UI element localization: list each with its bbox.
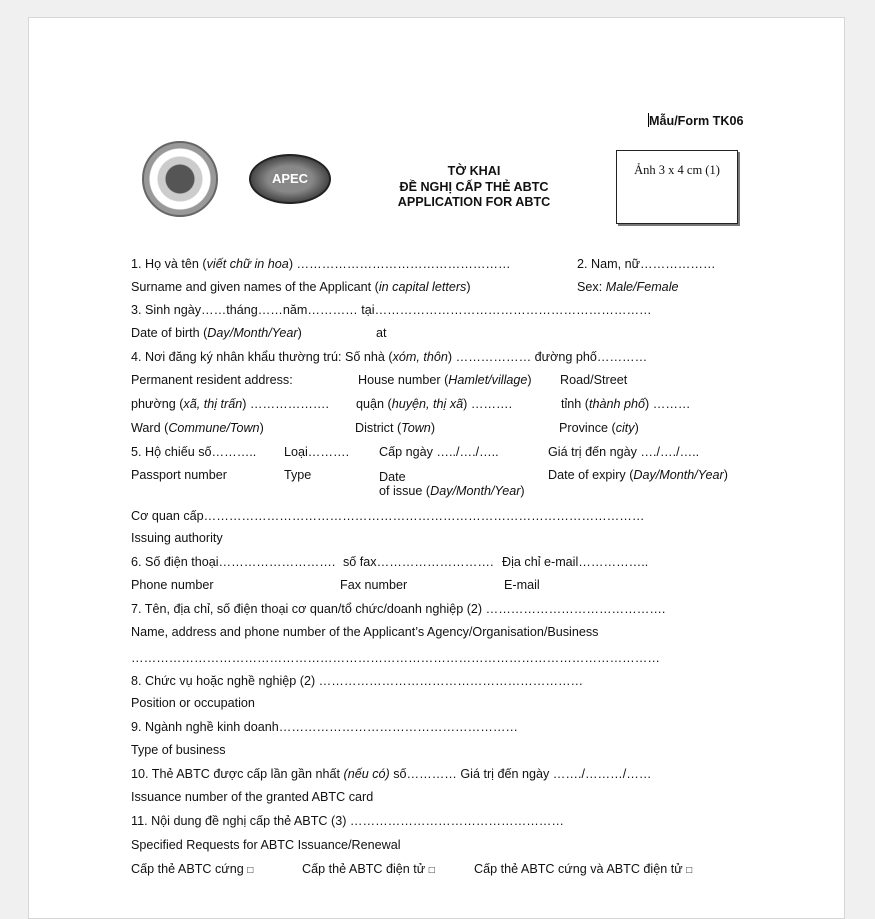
province-label-en: [559, 420, 639, 436]
text-segment: 10. Thẻ ABTC được cấp lần gần nhất: [131, 767, 344, 781]
text-segment: ): [520, 484, 525, 498]
house-number-label: [358, 372, 532, 388]
text-segment: Surname and given names of the Applicant (: [131, 280, 379, 294]
apec-logo-text: APEC: [271, 171, 309, 186]
agency-field[interactable]: 7. Tên, địa chỉ, số điện thoại cơ quan/tổ chức/doanh nghiệp (2) …………………………………….: [131, 602, 666, 616]
text-segment: viết chữ in hoa: [206, 257, 289, 271]
district-label-en: [355, 420, 435, 436]
text-segment: ): [297, 326, 302, 340]
email-label: E-mail: [504, 578, 540, 592]
photo-box: [616, 150, 738, 224]
field-2-label-en: [577, 279, 679, 295]
district-field[interactable]: [356, 396, 512, 412]
title-line-2: ĐỀ NGHỊ CẤP THẺ ABTC: [399, 179, 549, 194]
passport-number-label: Passport number: [131, 468, 227, 482]
text-segment: phường (: [131, 397, 184, 411]
text-segment: ) ……….: [463, 397, 513, 411]
text-segment: Day/Month/Year: [633, 468, 724, 482]
text-segment: Male/Female: [605, 280, 679, 294]
province-field[interactable]: [561, 396, 691, 412]
text-segment: 4. Nơi đăng ký nhân khẩu thường trú: Số nhà (: [131, 350, 393, 364]
text-segment: in capital letters: [378, 280, 467, 294]
checkbox-icon: □: [428, 865, 435, 876]
road-label: Road/Street: [560, 373, 628, 387]
field-1-label-en: [131, 279, 471, 295]
issuing-authority-field[interactable]: Cơ quan cấp……………………………………………………………………………………………: [131, 509, 645, 523]
text-segment: huyện, thị xã: [391, 397, 464, 411]
immigration-seal-logo: [142, 141, 218, 217]
text-segment: (nếu có): [343, 767, 390, 781]
text-segment: thành phố: [589, 397, 646, 411]
field-3-label-en: [131, 325, 302, 341]
issuing-authority-label: Issuing authority: [131, 531, 223, 545]
text-segment: Town: [401, 421, 431, 435]
text-segment: Day/Month/Year: [207, 326, 298, 340]
occupation-label-en: Position or occupation: [131, 696, 255, 710]
issue-date-label-2: [379, 483, 525, 499]
text-segment: Hamlet/village: [448, 373, 528, 387]
field-3-at-label: at: [376, 326, 387, 340]
text-segment: quận (: [356, 397, 392, 411]
issue-date-label-1: Date: [379, 470, 406, 484]
ward-field[interactable]: [131, 396, 329, 412]
fax-field[interactable]: số fax……………………….: [343, 555, 494, 569]
expiry-date-label: [548, 467, 728, 483]
text-segment: Commune/Town: [168, 421, 260, 435]
text-segment: ): [527, 373, 532, 387]
text-segment: ): [466, 280, 471, 294]
text-segment: Date of birth (: [131, 326, 208, 340]
ward-label-en: [131, 420, 264, 436]
checkbox-icon: □: [686, 865, 693, 876]
text-segment: xóm, thôn: [392, 350, 448, 364]
agency-dots-line[interactable]: ………………………………………………………………………………………………………………: [131, 651, 660, 665]
text-segment: Cấp thẻ ABTC điện tử: [302, 862, 426, 876]
form-title: [374, 164, 574, 211]
title-line-3: APPLICATION FOR ABTC: [397, 195, 551, 209]
field-4-address[interactable]: [131, 349, 647, 365]
form-code-text: Mẫu/Form TK06: [649, 114, 744, 128]
agency-label-en: Name, address and phone number of the Applicant’s Agency/Organisation/Business: [131, 625, 599, 639]
request-label-en: Specified Requests for ABTC Issuance/Renewal: [131, 838, 401, 852]
previous-abtc-field[interactable]: [131, 766, 651, 782]
text-segment: Ward (: [131, 421, 169, 435]
email-field[interactable]: Địa chỉ e-mail……………..: [502, 555, 649, 569]
text-segment: ) ………: [645, 397, 691, 411]
issue-date-field[interactable]: Cấp ngày …../…./…..: [379, 445, 499, 459]
text-segment: Cấp thẻ ABTC cứng và ABTC điện tử: [474, 862, 683, 876]
business-type-label-en: Type of business: [131, 743, 226, 757]
option-both-cards[interactable]: [474, 861, 692, 879]
request-field[interactable]: 11. Nội dung đề nghị cấp thẻ ABTC (3) ……………………………………………: [131, 814, 564, 828]
text-segment: 1. Họ và tên (: [131, 257, 207, 271]
passport-type-field[interactable]: Loại……….: [284, 445, 350, 459]
text-segment: Province (: [559, 421, 616, 435]
text-segment: ) ……………….: [242, 397, 329, 411]
apec-logo: [249, 154, 331, 204]
form-code: [648, 113, 743, 129]
previous-abtc-label-en: Issuance number of the granted ABTC card: [131, 790, 374, 804]
text-segment: xã, thị trấn: [183, 397, 243, 411]
text-segment: số………… Giá trị đến ngày ……./………/……: [389, 767, 652, 781]
title-line-1: TỜ KHAI: [447, 164, 501, 178]
expiry-date-field[interactable]: Giá trị đến ngày …./…./…..: [548, 445, 700, 459]
text-segment: House number (: [358, 373, 449, 387]
phone-field[interactable]: 6. Số điện thoại……………………….: [131, 555, 336, 569]
occupation-field[interactable]: 8. Chức vụ hoặc nghề nghiệp (2) ………………………………………………………: [131, 674, 584, 688]
phone-label: Phone number: [131, 578, 214, 592]
field-4-label-en: Permanent resident address:: [131, 373, 293, 387]
text-segment: ) ……………… đường phố…………: [447, 350, 648, 364]
text-segment: Date of expiry (: [548, 468, 634, 482]
business-type-field[interactable]: 9. Ngành nghề kinh doanh…………………………………………………: [131, 720, 519, 734]
passport-type-label: Type: [284, 468, 312, 482]
text-segment: tỉnh (: [561, 397, 589, 411]
text-segment: Sex:: [577, 280, 606, 294]
text-segment: ): [723, 468, 728, 482]
field-2-sex[interactable]: 2. Nam, nữ………………: [577, 257, 716, 271]
photo-box-label: Ảnh 3 x 4 cm (1): [634, 163, 720, 177]
field-3-birth[interactable]: 3. Sinh ngày……tháng……năm………… tại…………………………………………………………: [131, 303, 652, 317]
field-1-name[interactable]: [131, 256, 511, 272]
text-segment: ): [259, 421, 264, 435]
checkbox-icon: □: [247, 865, 254, 876]
text-segment: District (: [355, 421, 402, 435]
text-segment: Day/Month/Year: [430, 484, 521, 498]
fax-label: Fax number: [340, 578, 408, 592]
text-segment: ) ……………………………………………: [288, 257, 511, 271]
text-segment: city: [615, 421, 635, 435]
text-segment: ): [430, 421, 436, 435]
option-physical-card[interactable]: [131, 861, 253, 879]
text-segment: Cấp thẻ ABTC cứng: [131, 862, 244, 876]
text-segment: of issue (: [379, 484, 431, 498]
text-segment: ): [634, 421, 639, 435]
passport-number-field[interactable]: 5. Hộ chiếu số………..: [131, 445, 257, 459]
option-virtual-card[interactable]: [302, 861, 435, 879]
